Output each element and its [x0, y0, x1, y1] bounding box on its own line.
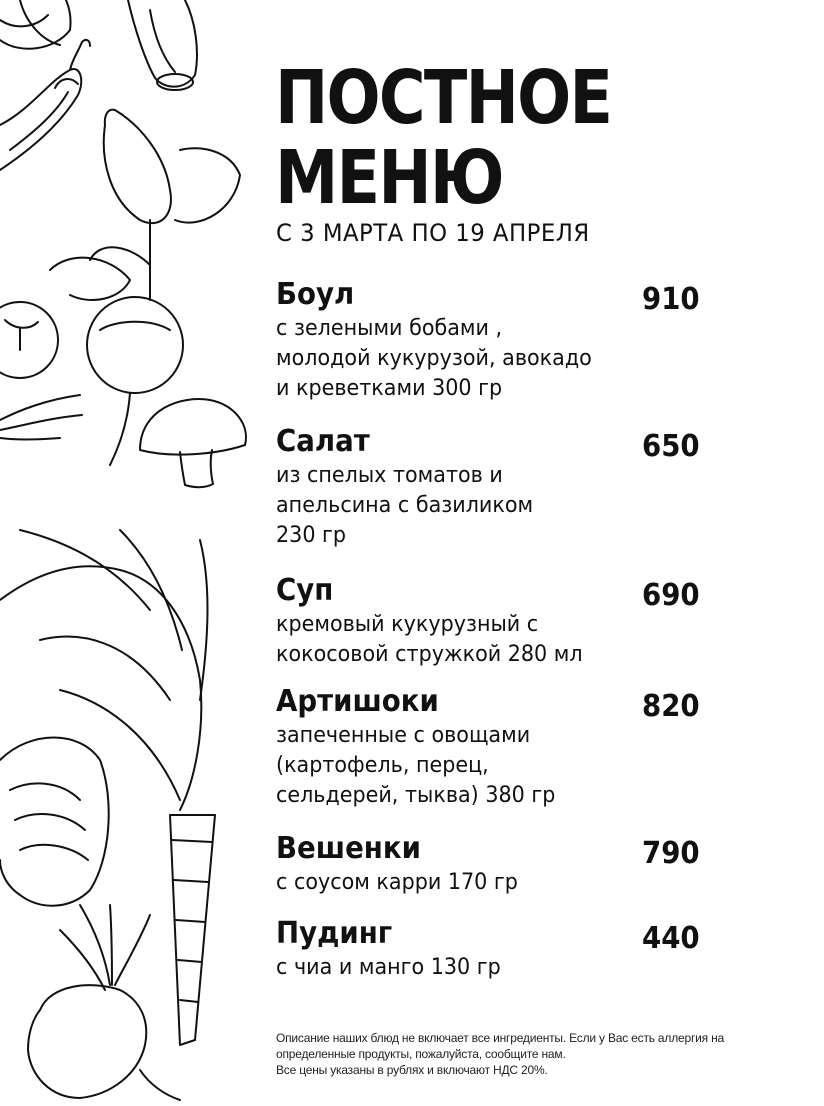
corn-icon — [128, 0, 197, 90]
menu-date-range: С 3 МАРТА ПО 19 АПРЕЛЯ — [276, 219, 590, 247]
menu-item-description — [276, 868, 726, 898]
menu-item-price: 910 — [642, 282, 700, 317]
menu-item-description-line: запеченные с овощами — [276, 723, 531, 748]
disclaimer-line: Все цены указаны в рублях и включают НДС 20%. — [276, 1063, 548, 1077]
menu-item-description-line: апельсина с базиликом — [276, 493, 534, 518]
menu-item-price: 440 — [642, 921, 700, 956]
menu-item-description — [276, 610, 726, 670]
beet-icon — [28, 905, 180, 1100]
garlic-icon — [0, 0, 71, 49]
radish-icon — [50, 110, 240, 465]
menu-item-price: 820 — [642, 689, 700, 724]
cabbage-icon — [0, 738, 109, 906]
eggplant-icon — [0, 40, 90, 170]
menu-item-price: 650 — [642, 429, 700, 464]
menu-item-description-line: кремовый кукурузный с — [276, 612, 539, 637]
menu-item-name: Суп — [276, 573, 334, 608]
menu-item-description-line: (картофель, перец, — [276, 753, 489, 778]
menu-item — [276, 574, 726, 670]
menu-item-name: Боул — [276, 277, 355, 312]
menu-title-line2: МЕНЮ — [275, 135, 503, 221]
menu-item-description — [276, 953, 726, 983]
menu-item-price: 690 — [642, 578, 700, 613]
menu-item-description-line: и креветками 300 гр — [276, 376, 503, 401]
menu-item-description — [276, 721, 726, 811]
menu-item-description-line: с чиа и манго 130 гр — [276, 955, 501, 980]
menu-item-description — [276, 461, 726, 551]
menu-item-description-line: 230 гр — [276, 523, 347, 548]
menu-item — [276, 425, 726, 551]
mushroom-icon — [140, 399, 246, 487]
menu-item-description-line: сельдерей, тыква) 380 гр — [276, 783, 556, 808]
menu-item-name: Артишоки — [276, 684, 439, 719]
menu-title — [275, 55, 612, 221]
menu-item-description-line: с зелеными бобами , — [276, 316, 503, 341]
menu-item-name: Пудинг — [276, 916, 393, 951]
menu-item — [276, 832, 726, 898]
disclaimer-line: Описание наших блюд не включает все ингредиенты. Если у Вас есть аллергия на — [276, 1031, 724, 1045]
onion-sprout-icon — [0, 395, 82, 440]
menu-item-name: Вешенки — [276, 831, 421, 866]
disclaimer-line: определенные продукты, пожалуйста, сообщите нам. — [276, 1047, 566, 1061]
menu-item-description-line: с соусом карри 170 гр — [276, 870, 518, 895]
menu-item-description-line: из спелых томатов и — [276, 463, 503, 488]
menu-item — [276, 917, 726, 983]
menu-item-price: 790 — [642, 836, 700, 871]
allergy-disclaimer — [276, 1030, 796, 1078]
menu-title-line1: ПОСТНОЕ — [275, 55, 612, 141]
menu-item — [276, 278, 726, 404]
tomato-icon — [0, 302, 58, 378]
menu-item-description — [276, 314, 726, 404]
menu-item — [276, 685, 726, 811]
menu-item-description-line: кокосовой стружкой 280 мл — [276, 642, 583, 667]
menu-item-description-line: молодой кукурузой, авокадо — [276, 346, 592, 371]
vegetable-illustrations — [0, 0, 270, 1106]
menu-item-name: Салат — [276, 424, 370, 459]
